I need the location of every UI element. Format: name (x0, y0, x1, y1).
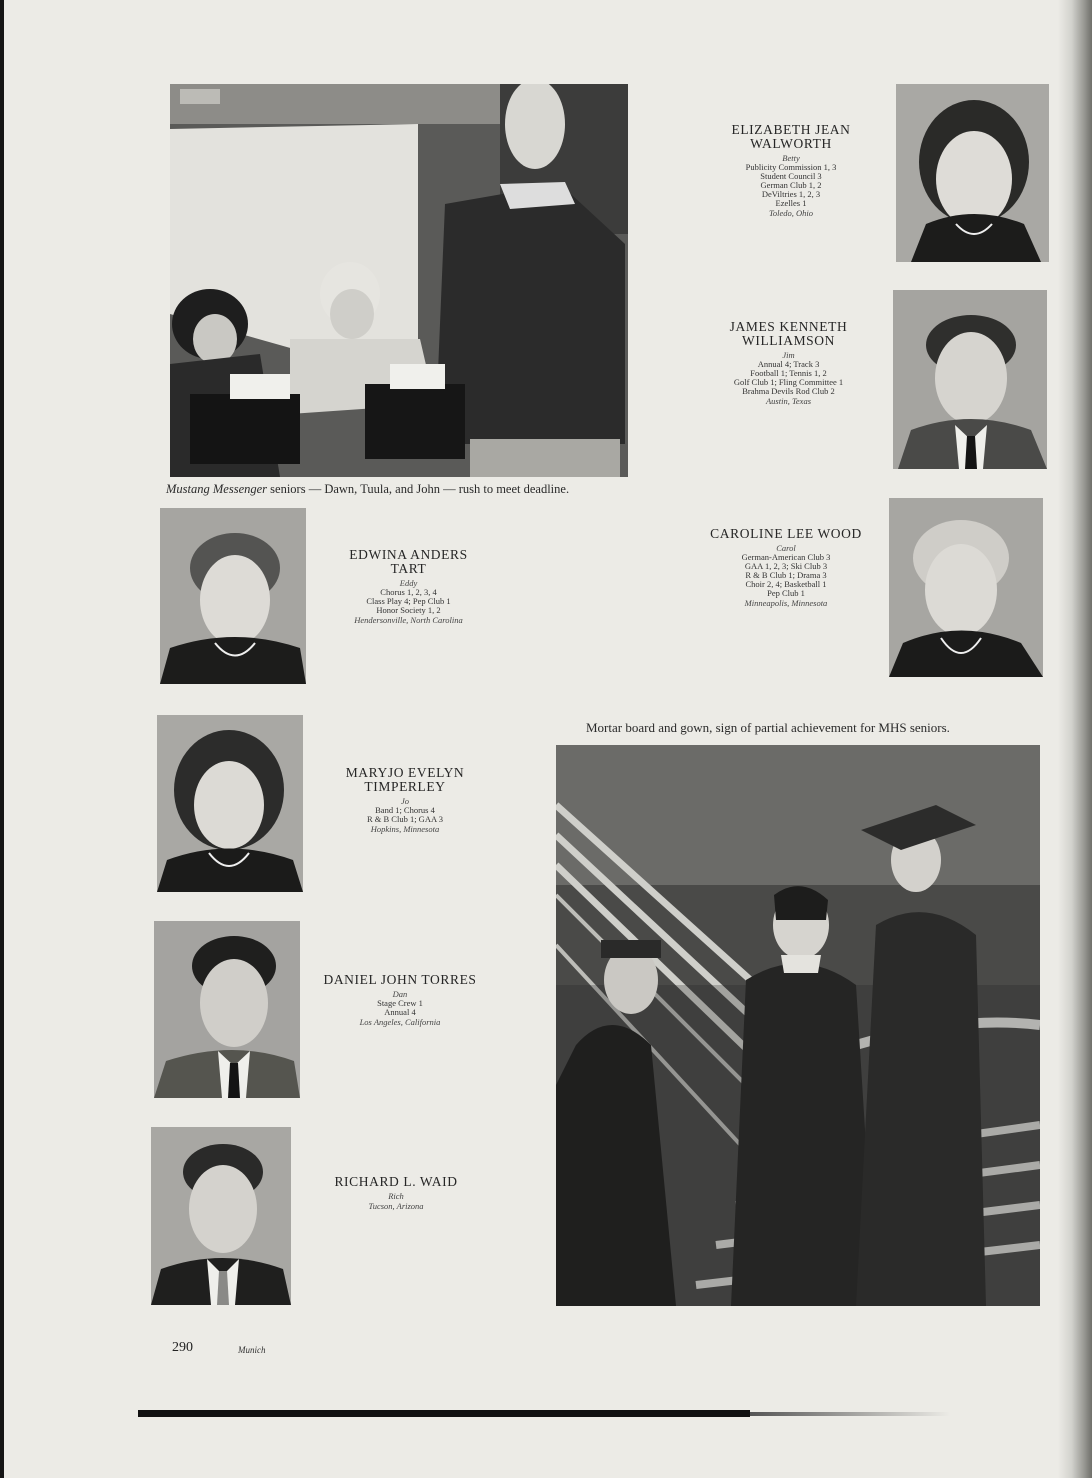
senior-entry-tart (316, 548, 501, 625)
senior-activity: Golf Club 1; Fling Committee 1 (733, 377, 844, 388)
senior-name: JAMES KENNETH (729, 319, 848, 334)
page-number: 290 (172, 1340, 193, 1355)
senior-activity: German Club 1, 2 (760, 180, 822, 191)
scan-right-edge (1058, 0, 1092, 1478)
graduation-photo (556, 745, 1040, 1306)
senior-nickname: Dan (392, 989, 408, 1000)
senior-activity: Band 1; Chorus 4 (375, 805, 435, 816)
senior-activity: Pep Club 1 (767, 587, 805, 598)
senior-entry-waid (310, 1175, 482, 1211)
senior-activity: Publicity Commission 1, 3 (745, 162, 837, 173)
senior-entry-torres (310, 973, 490, 1027)
portrait-walworth (896, 84, 1049, 262)
graduation-caption: Mortar board and gown, sign of partial achievement for MHS seniors. (586, 720, 950, 735)
portrait-timperley (157, 715, 303, 892)
senior-hometown: Austin, Texas (765, 395, 812, 406)
senior-entry-timperley (320, 766, 490, 834)
senior-activity: German-American Club 3 (741, 552, 831, 563)
senior-activity: Chorus 1, 2, 3, 4 (380, 587, 437, 598)
portrait-tart (160, 508, 306, 684)
scan-left-edge (0, 0, 4, 1478)
senior-name: RICHARD L. WAID (334, 1174, 458, 1189)
senior-nickname: Jim (782, 350, 795, 361)
senior-activity: GAA 1, 2, 3; Ski Club 3 (744, 561, 828, 572)
portrait-torres (154, 921, 300, 1098)
portrait-williamson (893, 290, 1047, 469)
senior-entry-walworth (706, 123, 876, 218)
senior-hometown: Hendersonville, North Carolina (354, 615, 463, 626)
senior-name: ELIZABETH JEAN (731, 122, 851, 137)
senior-activity: Annual 4; Track 3 (757, 359, 820, 370)
senior-hometown: Hopkins, Minnesota (370, 824, 440, 835)
caption-text: seniors — Dawn, Tuula, and John — rush to meet deadline. (267, 482, 570, 496)
senior-activity: Choir 2, 4; Basketball 1 (745, 578, 827, 589)
senior-nickname: Rich (388, 1191, 404, 1202)
senior-activity: Ezelles 1 (775, 197, 807, 208)
senior-activity: Brahma Devils Rod Club 2 (742, 386, 835, 397)
senior-name: CAROLINE LEE WOOD (710, 526, 862, 541)
senior-hometown: Los Angeles, California (359, 1016, 441, 1027)
senior-entry-wood (696, 527, 876, 608)
senior-hometown: Minneapolis, Minnesota (744, 597, 828, 608)
senior-nickname: Betty (782, 153, 800, 164)
caption-emphasis: Mustang Messenger (166, 482, 268, 496)
senior-nickname: Jo (400, 796, 410, 807)
senior-activity: Stage Crew 1 (377, 998, 423, 1009)
senior-name-line2: WILLIAMSON (742, 333, 835, 349)
senior-activity: Honor Society 1, 2 (376, 605, 441, 616)
senior-name: MARYJO EVELYN (345, 765, 465, 780)
senior-name-line2: TIMPERLEY (364, 779, 446, 795)
senior-entry-williamson (686, 320, 891, 406)
senior-activity: Annual 4 (384, 1007, 416, 1018)
senior-hometown: Tucson, Arizona (368, 1201, 424, 1212)
senior-activity: Football 1; Tennis 1, 2 (750, 368, 827, 379)
senior-name: DANIEL JOHN TORRES (323, 972, 477, 987)
senior-activity: Student Council 3 (760, 171, 822, 182)
senior-activity: Class Play 4; Pep Club 1 (366, 596, 451, 607)
senior-name-line2: TART (390, 561, 427, 577)
senior-activity: R & B Club 1; Drama 3 (745, 569, 827, 580)
messenger-photo (170, 84, 628, 477)
senior-hometown: Toledo, Ohio (768, 207, 814, 218)
footer-label: Munich (238, 1345, 266, 1355)
portrait-waid (151, 1127, 291, 1305)
senior-name-line2: WALWORTH (750, 136, 832, 152)
portrait-wood (889, 498, 1043, 677)
senior-activity: DeViltries 1, 2, 3 (761, 189, 821, 200)
senior-nickname: Carol (776, 543, 796, 554)
senior-name: EDWINA ANDERS (349, 547, 468, 562)
bottom-rule-fade (750, 1412, 950, 1416)
messenger-caption (166, 482, 569, 497)
senior-nickname: Eddy (399, 578, 418, 589)
bottom-rule (138, 1410, 750, 1417)
senior-activity: R & B Club 1; GAA 3 (366, 814, 444, 825)
